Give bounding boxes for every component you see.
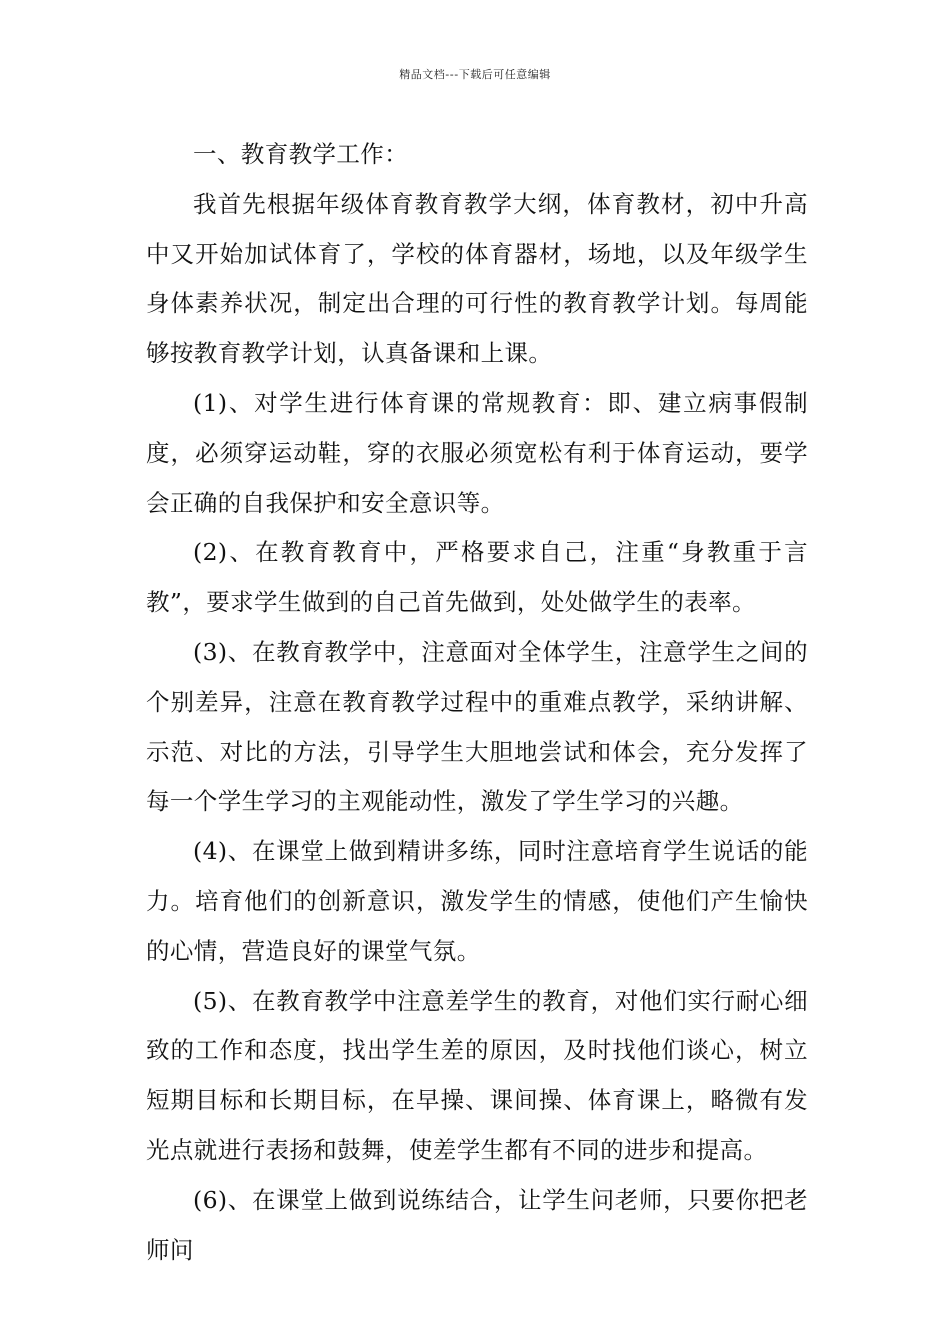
paragraph-item-2: (2)、在教育教育中，严格要求自己，注重“身教重于言教”，要求学生做到的自己首先做到，处处做学生的表率。	[146, 538, 808, 617]
paragraph-item-5: (5)、在教育教学中注意差学生的教育，对他们实行耐心细致的工作和态度，找出学生差的原因，及时找他们谈心，树立短期目标和长期目标，在早操、课间操、体育课上，略微有发光点就进行表扬和鼓舞，使差学生都有不同的进步和提高。	[146, 986, 808, 1164]
paragraph-item-4: (4)、在课堂上做到精讲多练，同时注意培育学生说话的能力。培育他们的创新意识，激发学生的情感，使他们产生愉快的心情，营造良好的课堂气氛。	[146, 837, 808, 965]
paragraph-item-3: (3)、在教育教学中，注意面对全体学生，注意学生之间的个别差异，注意在教育教学过程中的重难点教学，采纳讲解、示范、对比的方法，引导学生大胆地尝试和体会，充分发挥了每一个学生学习的主观能动性，激发了学生学习的兴趣。	[146, 637, 808, 816]
paragraph-item-6: (6)、在课堂上做到说练结合，让学生问老师，只要你把老师问	[146, 1185, 808, 1264]
paragraph-intro: 我首先根据年级体育教育教学大纲，体育教材，初中升高中又开始加试体育了，学校的体育器材，场地，以及年级学生身体素养状况，制定出合理的可行性的教育教学计划。每周能够按教育教学计划，认真备课和上课。	[146, 189, 808, 368]
page-header: 精品文档---下载后可任意编辑	[399, 68, 551, 81]
section-heading: 一、教育教学工作：	[193, 140, 409, 168]
document-body	[146, 130, 808, 1275]
paragraph-item-1: (1)、对学生进行体育课的常规教育：即、建立病事假制度，必须穿运动鞋，穿的衣服必须宽松有利于体育运动，要学会正确的自我保护和安全意识等。	[146, 388, 808, 517]
